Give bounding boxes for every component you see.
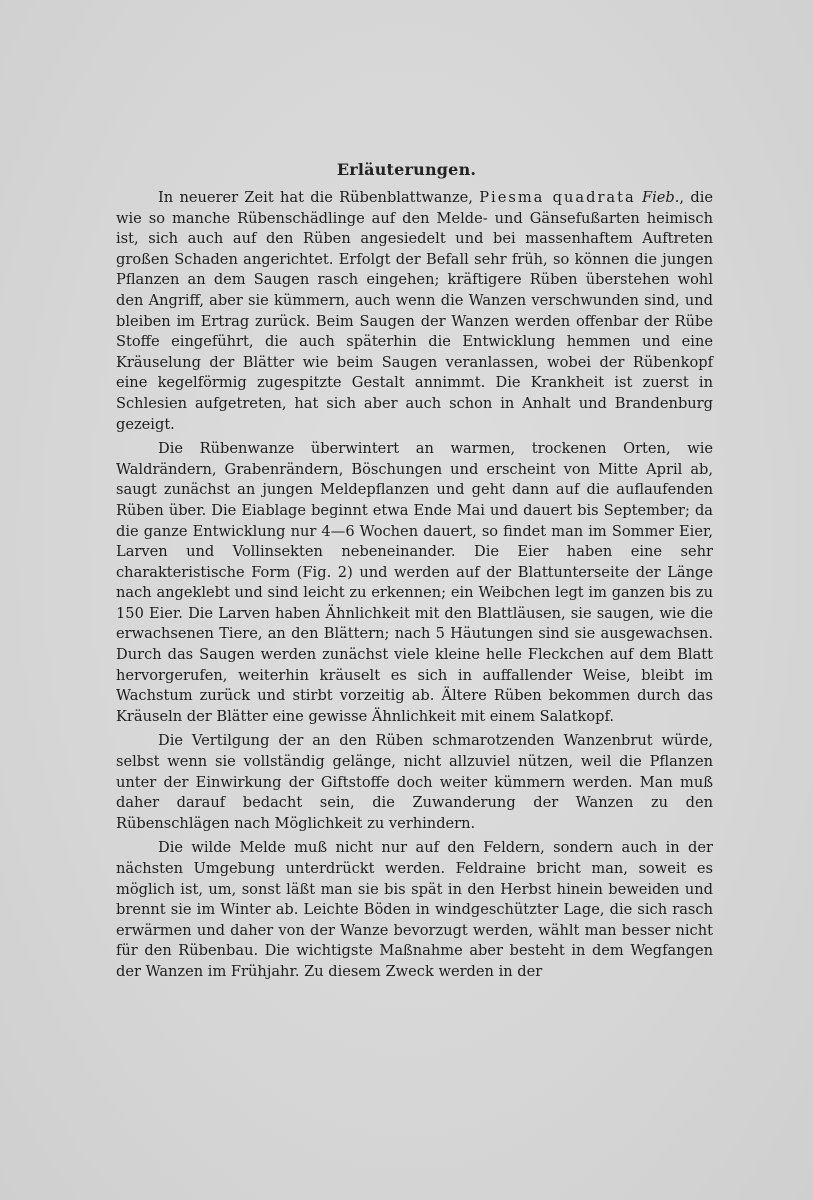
paragraph <box>116 731 713 834</box>
text-run: In neuerer Zeit hat die Rübenblattwanze, <box>158 189 480 206</box>
body-text <box>116 188 713 1188</box>
text-run: Die wilde Melde muß nicht nur auf den Feldern, sondern auch in der nächsten Umgebung unterdrückt werden. Feldraine bricht man, soweit es möglich ist, um, sonst läßt man sie bis spät in den Herbst hinein beweiden und brennt sie im Winter ab. Leichte Böden in windgeschützter Lage, die sich rasch erwärmen und daher von der Wanze bevorzugt werden, wählt man besser nicht für den Rübenbau. Die wichtigste Maßnahme aber besteht in dem Wegfangen der Wanzen im Frühjahr. Zu diesem Zweck werden in der <box>116 839 713 980</box>
species-name: Piesma quadrata <box>479 189 636 206</box>
paragraph <box>116 439 713 727</box>
text-run: Die Rübenwanze überwintert an warmen, trockenen Orten, wie Waldrändern, Grabenrändern, Böschungen und erscheint von Mitte April ab, saugt zunächst an jungen Meldepflanzen und geht dann auf die auflaufenden Rüben über. Die Eiablage beginnt etwa Ende Mai und dauert bis September; da die ganze Entwicklung nur 4—6 Wochen dauert, so findet man im Sommer Eier, Larven und Vollinsekten nebeneinander. Die Eier haben eine sehr charakteristische Form (Fig. 2) und werden auf der Blattunterseite der Länge nach angeklebt und sind leicht zu erkennen; ein Weibchen legt im ganzen bis zu 150 Eier. Die Larven haben Ähnlichkeit mit den Blattläusen, sie saugen, wie die erwachsenen Tiere, an den Blättern; nach 5 Häutungen sind sie ausgewachsen. Durch das Saugen werden zunächst viele kleine helle Fleckchen auf dem Blatt hervorgerufen, weiterhin kräuselt es sich in auffallender Weise, bleibt im Wachstum zurück und stirbt vorzeitig ab. Ältere Rüben bekommen durch das Kräuseln der Blätter eine gewisse Ähnlichkeit mit einem Salatkopf. <box>116 440 713 725</box>
text-run: Die Vertilgung der an den Rüben schmarotzenden Wanzenbrut würde, selbst wenn sie vollständig gelänge, nicht allzuviel nützen, weil die Pflanzen unter der Einwirkung der Giftstoffe doch weiter kümmern werden. Man muß daher darauf bedacht sein, die Zuwanderung der Wanzen zu den Rübenschlägen nach Möglichkeit zu verhindern. <box>116 732 713 832</box>
page-title: Erläuterungen. <box>336 160 477 179</box>
text-run: , die wie so manche Rübenschädlinge auf den Melde- und Gänsefußarten heimisch ist, sich auch auf den Rüben angesiedelt und bei massenhaftem Auftreten großen Schaden angerichtet. Erfolgt der Befall sehr früh, so können die jungen Pflanzen an dem Saugen rasch eingehen; kräftigere Rüben überstehen wohl den Angriff, aber sie kümmern, auch wenn die Wanzen verschwunden sind, und bleiben im Ertrag zurück. Beim Saugen der Wanzen werden offenbar der Rübe Stoffe eingeführt, die auch späterhin die Entwicklung hemmen und eine Kräuselung der Blätter wie beim Saugen veranlassen, wobei der Rübenkopf eine kegelförmig zugespitzte Gestalt annimmt. Die Krankheit ist zuerst in Schlesien aufgetreten, hat sich aber auch schon in Anhalt und Brandenburg gezeigt. <box>116 189 713 433</box>
paragraph <box>116 188 713 435</box>
paragraph <box>116 838 713 982</box>
author-abbreviation: Fieb. <box>642 189 680 206</box>
